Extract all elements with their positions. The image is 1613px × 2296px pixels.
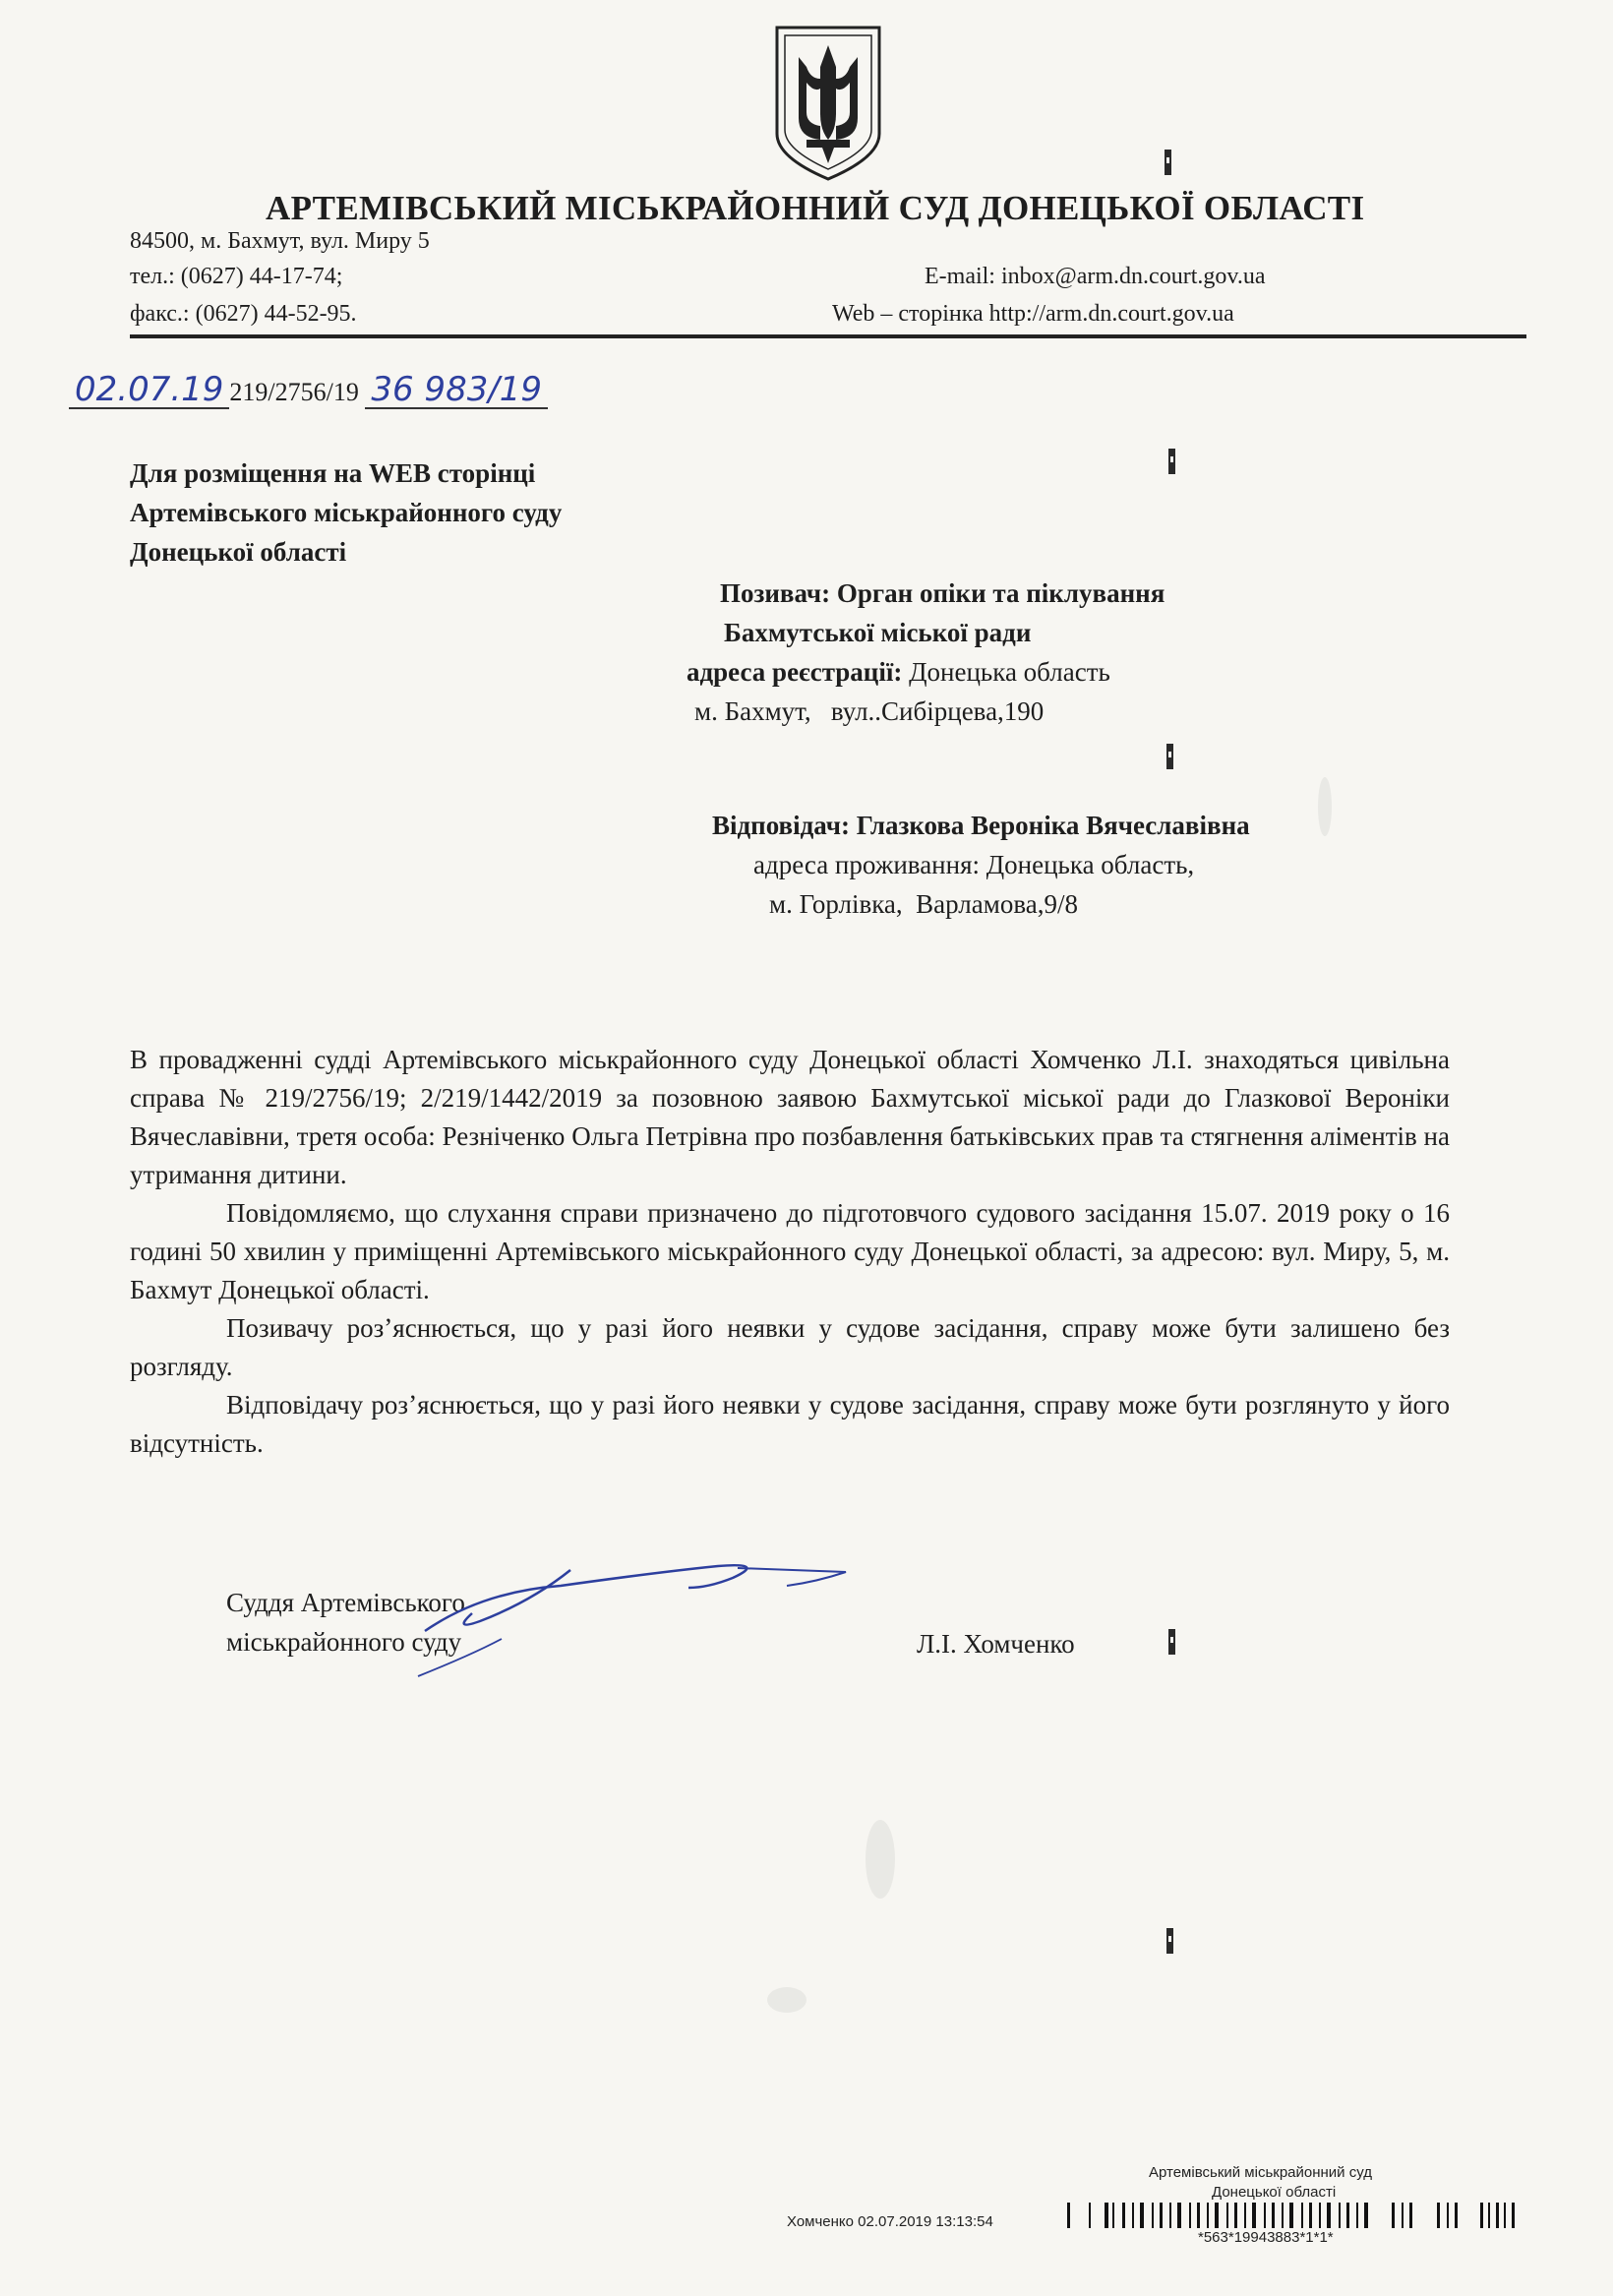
scan-mark — [1168, 1629, 1175, 1655]
court-address: 84500, м. Бахмут, вул. Миру 5 — [130, 228, 430, 254]
stamp-court-line-2: Донецької області — [1212, 2184, 1337, 2201]
signature-title-2: міськрайонного суду — [226, 1627, 462, 1657]
scan-mark — [1166, 1928, 1173, 1954]
defendant-address-2: м. Горлівка, Варламова,9/8 — [769, 889, 1078, 919]
scan-mark — [1166, 744, 1173, 769]
plaintiff-address-1: Донецька область — [909, 657, 1110, 687]
scan-smudge — [1318, 777, 1332, 836]
body-paragraph-3: Позивачу розʼяснюється, що у разі його неявки у судове засідання, справу може бути залишено без розгляду. — [130, 1313, 1450, 1381]
registration-line — [69, 372, 548, 409]
plaintiff-address — [687, 657, 1110, 688]
plaintiff-address-label: адреса реєстрації: — [687, 657, 903, 687]
court-fax: факс.: (0627) 44-52-95. — [130, 301, 357, 327]
body-paragraph-2: Повідомляємо, що слухання справи призначено до підготовчого судового засідання 15.07. 2019 року о 16 годині 50 хвилин у приміщенні Артемівського міськрайонного суду Донецької області, за адресою: вул. Миру, 5, м. Бахмут Донецької області. — [130, 1198, 1450, 1304]
body-paragraph-4: Відповідачу розʼяснюється, що у разі його неявки у судове засідання, справу може бути розглянуто у його відсутність. — [130, 1390, 1450, 1458]
plaintiff-name-2: Бахмутської міської ради — [724, 618, 1032, 647]
case-number: 219/2756/19 — [229, 378, 359, 406]
stamp-court-line-1: Артемівський міськрайонний суд — [1149, 2164, 1372, 2181]
scan-mark — [1165, 150, 1171, 175]
handwritten-signature — [413, 1552, 856, 1680]
defendant-address-1: адреса проживання: Донецька область, — [753, 850, 1195, 879]
recipient-line-3: Донецької області — [130, 537, 347, 567]
court-email: E-mail: inbox@arm.dn.court.gov.ua — [925, 264, 1266, 289]
court-web: Web – сторінка http://arm.dn.court.gov.ua — [832, 301, 1234, 327]
plaintiff-label: Позивач: — [720, 578, 831, 608]
defendant-label: Відповідач: — [712, 811, 850, 840]
body-paragraph-1: В провадженні судді Артемівського міськрайонного суду Донецької області Хомченко Л.І. знаходяться цивільна справа № 219/2756/19; 2/219/1442/2019 за позовною заявою Бахмутської міської ради до Глазкової Вероніки Вячеславівни, третя особа: Резніченко Ольга Петрівна про позбавлення батьківських прав та стягнення аліментів на утримання дитини. — [130, 1045, 1450, 1189]
coat-of-arms-icon — [771, 24, 885, 183]
scan-smudge — [767, 1987, 806, 2013]
signer-name: Л.І. Хомченко — [917, 1629, 1075, 1659]
stamp-signed-by: Хомченко 02.07.2019 13:13:54 — [787, 2213, 993, 2230]
plaintiff-address-2: м. Бахмут, вул..Сибірцева,190 — [694, 696, 1045, 726]
recipient-line-2: Артемівського міськрайонного суду — [130, 498, 563, 527]
recipient-line-1: Для розміщення на WEB сторінці — [130, 458, 536, 488]
handwritten-outgoing-number: 36 983/19 — [365, 372, 548, 409]
barcode-number: *563*19943883*1*1* — [1198, 2229, 1334, 2246]
court-name: АРТЕМІВСЬКИЙ МІСЬКРАЙОННИЙ СУД ДОНЕЦЬКОЇ ОБЛАСТІ — [266, 189, 1365, 227]
notice-body — [130, 1041, 1450, 1463]
plaintiff-heading — [720, 578, 1165, 609]
court-phone: тел.: (0627) 44-17-74; — [130, 264, 343, 289]
handwritten-date: 02.07.19 — [69, 372, 229, 409]
scan-mark — [1168, 449, 1175, 474]
defendant-heading — [712, 811, 1250, 841]
signature-title-1: Суддя Артемівського — [226, 1588, 465, 1617]
header-divider — [130, 334, 1526, 338]
defendant-name: Глазкова Вероніка Вячеславівна — [856, 811, 1250, 840]
scan-smudge — [866, 1820, 895, 1899]
plaintiff-name-1: Орган опіки та піклування — [836, 578, 1165, 608]
